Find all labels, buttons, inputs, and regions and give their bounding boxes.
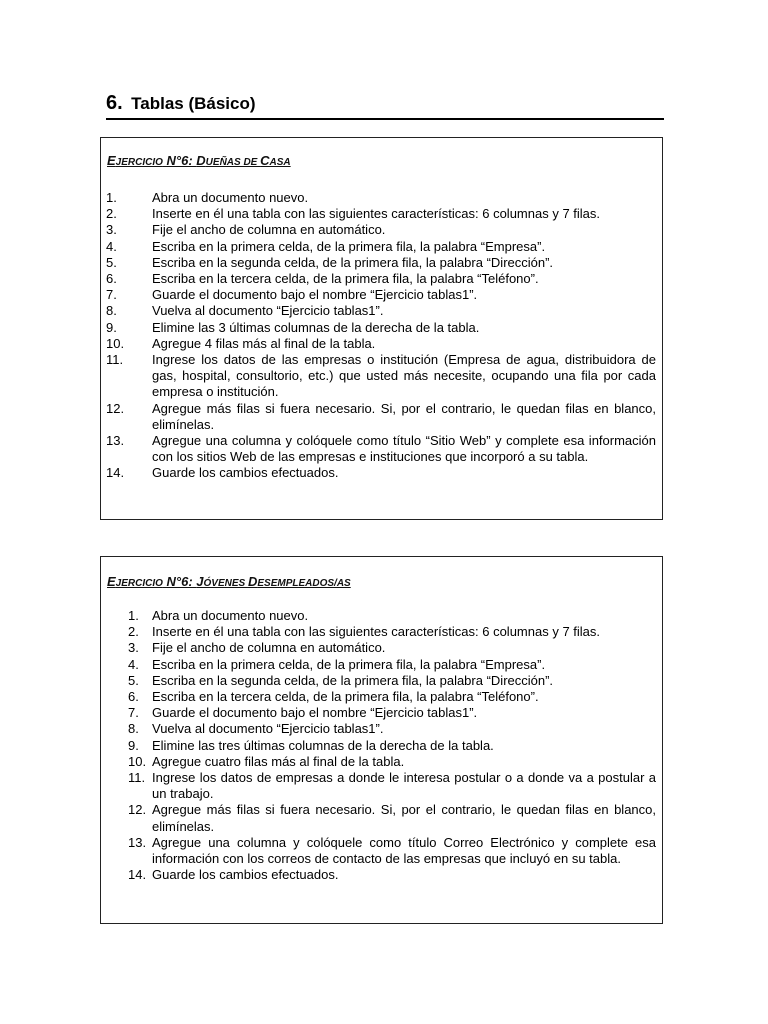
- step-text: Agregue 4 filas más al final de la tabla.: [152, 335, 376, 351]
- section-number: 6.: [106, 92, 123, 114]
- step-item: [101, 222, 662, 238]
- step-text: Escriba en la tercera celda, de la primera fila, la palabra “Teléfono”.: [152, 689, 539, 705]
- step-text: Guarde los cambios efectuados.: [152, 867, 339, 883]
- step-number: 14.: [106, 465, 125, 481]
- step-item: [101, 239, 662, 255]
- step-item: [101, 336, 662, 352]
- step-text: Escriba en la primera celda, de la primera fila, la palabra “Empresa”.: [152, 656, 546, 672]
- step-item: [101, 770, 662, 802]
- steps-list: [101, 608, 662, 883]
- step-item: [101, 190, 662, 206]
- steps-list: [101, 190, 662, 482]
- step-number: 8.: [106, 303, 117, 319]
- step-item: [101, 287, 662, 303]
- step-text: Agregue más filas si fuera necesario. Si, por el contrario, le quedan filas en blanco, elimínelas.: [152, 802, 656, 834]
- step-number: 11.: [128, 770, 146, 786]
- step-text: Fije el ancho de columna en automático.: [152, 640, 386, 656]
- section-heading: [106, 92, 664, 120]
- step-number: 2.: [106, 206, 117, 222]
- step-item: [101, 640, 662, 656]
- step-number: 3.: [106, 222, 117, 238]
- step-text: Vuelva al documento “Ejercicio tablas1”.: [152, 303, 384, 319]
- step-text: Guarde el documento bajo el nombre “Ejercicio tablas1”.: [152, 287, 478, 303]
- step-item: [101, 608, 662, 624]
- step-text: Agregue cuatro filas más al final de la tabla.: [152, 753, 405, 769]
- step-number: 9.: [106, 319, 117, 335]
- step-number: 6.: [106, 271, 117, 287]
- step-text: Fije el ancho de columna en automático.: [152, 222, 386, 238]
- step-text: Ingrese los datos de empresas a donde le interesa postular o a donde va a postular a un trabajo.: [152, 770, 656, 802]
- step-text: Guarde el documento bajo el nombre “Ejercicio tablas1”.: [152, 705, 478, 721]
- step-number: 7.: [128, 705, 139, 721]
- step-number: 13.: [106, 433, 125, 449]
- step-number: 8.: [128, 721, 139, 737]
- step-text: Inserte en él una tabla con las siguientes características: 6 columnas y 7 filas.: [152, 624, 601, 640]
- step-item: [101, 802, 662, 834]
- step-number: 14.: [128, 867, 147, 883]
- step-text: Abra un documento nuevo.: [152, 190, 309, 205]
- step-number: 6.: [128, 689, 139, 705]
- step-item: [101, 255, 662, 271]
- step-number: 12.: [106, 400, 125, 416]
- exercise-title: EJERCICIO N°6: JÓVENES DESEMPLEADOS/AS: [107, 574, 351, 589]
- step-text: Abra un documento nuevo.: [152, 608, 309, 623]
- step-text: Escriba en la segunda celda, de la primera fila, la palabra “Dirección”.: [152, 672, 554, 688]
- step-item: [101, 303, 662, 319]
- step-text: Escriba en la segunda celda, de la primera fila, la palabra “Dirección”.: [152, 254, 554, 270]
- step-text: Vuelva al documento “Ejercicio tablas1”.: [152, 721, 384, 737]
- step-text: Agregue una columna y colóquele como título “Sitio Web” y complete esa información con los sitios Web de las empresas e instituciones que incorporó a su tabla.: [152, 433, 656, 465]
- step-item: [101, 657, 662, 673]
- step-item: [101, 352, 662, 401]
- step-item: [101, 465, 662, 481]
- step-item: [101, 271, 662, 287]
- exercise-box-1: [100, 137, 663, 520]
- step-text: Elimine las 3 últimas columnas de la derecha de la tabla.: [152, 319, 480, 335]
- step-item: [101, 433, 662, 465]
- step-number: 5.: [106, 254, 117, 270]
- step-text: Elimine las tres últimas columnas de la derecha de la tabla.: [152, 737, 494, 753]
- step-text: Inserte en él una tabla con las siguientes características: 6 columnas y 7 filas.: [152, 206, 601, 222]
- step-number: 5.: [128, 672, 139, 688]
- section-title: Tablas (Básico): [131, 94, 256, 113]
- step-item: [101, 689, 662, 705]
- step-item: [101, 624, 662, 640]
- step-item: [101, 705, 662, 721]
- step-text: Escriba en la tercera celda, de la primera fila, la palabra “Teléfono”.: [152, 271, 539, 287]
- step-text: Agregue una columna y colóquele como título Correo Electrónico y complete esa información con los correos de contacto de las empresas que incluyó en su tabla.: [152, 834, 656, 867]
- step-text: Agregue más filas si fuera necesario. Si, por el contrario, le quedan filas en blanco, elimínelas.: [152, 400, 656, 432]
- step-number: 2.: [128, 624, 139, 640]
- exercise-box-2: [100, 556, 663, 924]
- step-number: 12.: [128, 802, 147, 818]
- step-number: 9.: [128, 737, 139, 753]
- step-number: 1.: [106, 190, 117, 205]
- step-number: 4.: [106, 238, 117, 254]
- step-number: 11.: [106, 352, 124, 368]
- step-number: 10.: [128, 753, 147, 769]
- step-item: [101, 738, 662, 754]
- step-item: [101, 206, 662, 222]
- step-item: [101, 721, 662, 737]
- step-number: 3.: [128, 640, 139, 656]
- step-number: 13.: [128, 834, 147, 850]
- step-text: Guarde los cambios efectuados.: [152, 465, 339, 481]
- step-item: [101, 754, 662, 770]
- step-item: [101, 320, 662, 336]
- step-text: Escriba en la primera celda, de la primera fila, la palabra “Empresa”.: [152, 238, 546, 254]
- step-item: [101, 835, 662, 867]
- step-number: 10.: [106, 335, 125, 351]
- step-number: 4.: [128, 656, 139, 672]
- step-item: [101, 401, 662, 433]
- step-item: [101, 867, 662, 883]
- step-number: 7.: [106, 287, 117, 303]
- step-text: Ingrese los datos de las empresas o institución (Empresa de agua, distribuidora de gas, hospital, consultorio, etc.) que usted más necesite, ocupando una fila por cada empresa o institución.: [152, 352, 656, 400]
- exercise-title: EJERCICIO N°6: DUEÑAS DE CASA: [107, 153, 291, 168]
- step-number: 1.: [128, 608, 139, 623]
- step-item: [101, 673, 662, 689]
